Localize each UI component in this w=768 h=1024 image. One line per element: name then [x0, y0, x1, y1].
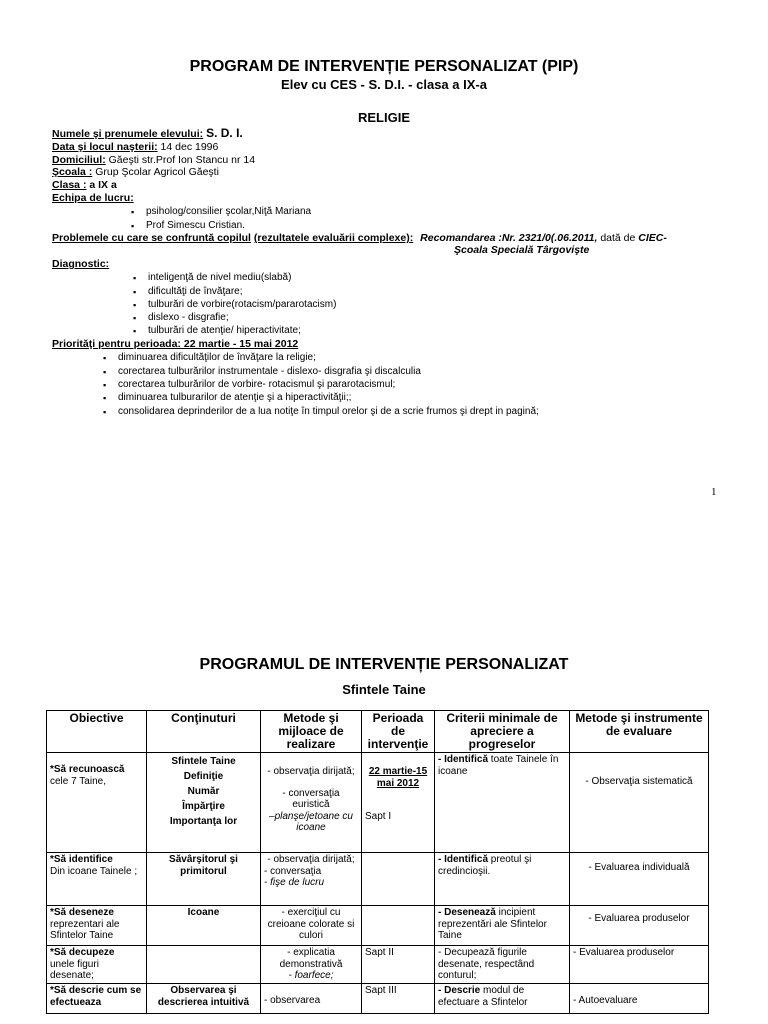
priority-item: ▪ diminuarea tulburarilor de atenţie şi a hiperactivităţii;;: [118, 392, 351, 404]
program-title: PROGRAMUL DE INTERVENȚIE PERSONALIZAT: [199, 656, 569, 673]
header-criteria: Criterii minimale de apreciere a progreselor: [435, 711, 570, 753]
school-line: Şcoala : Grup Şcolar Agricol Găeşti: [52, 166, 219, 178]
header-objectives: Obiective: [47, 711, 147, 753]
cell-criteria: - Decupează figurile desenate, respectând conturul;: [435, 946, 570, 984]
recommendation-text: Recomandarea :Nr. 2321/0(.06.2011,: [420, 232, 598, 244]
diagnostic-item: ▪ dislexo - disgrafie;: [148, 312, 229, 324]
priority-item: ▪ consolidarea deprinderilor de a lua notiţe în timpul orelor şi de a scrie frumos şi drept in pagină;: [118, 406, 539, 418]
header-methods: Metode şi mijloace de realizare: [261, 711, 362, 753]
diagnostic-item: ▪ tulburări de vorbire(rotacism/pararotacism): [148, 299, 336, 311]
priority-item: ▪ corectarea tulburărilor instrumentale - dislexo- disgrafia şi discalculia: [118, 366, 421, 378]
cell-content: Observarea şi descrierea intuitivă: [147, 984, 261, 1014]
cell-criteria: - Identifică toate Tainele în icoane: [435, 753, 570, 853]
priority-item: ▪ corectarea tulburărilor de vorbire- rotacismul şi pararotacismul;: [118, 379, 395, 391]
program-table: [46, 710, 709, 1014]
table-row: [47, 906, 709, 946]
header-period: Perioada de intervenţie: [362, 711, 435, 753]
problems-line: Problemele cu care se confruntă copilul (rezultatele evaluării complexe): Recomandarea :Nr. 2321/0(.06.2011, dată de CIEC-: [52, 232, 667, 244]
cell-evaluation: - Evaluarea individuală: [570, 853, 709, 906]
priorities-heading: [52, 338, 298, 351]
student-name-line: Numele şi prenumele elevului: S. D. I.: [52, 126, 243, 140]
recommendation-mid: dată de: [600, 232, 636, 244]
student-name-label: Numele şi prenumele elevului: [52, 128, 200, 140]
cell-methods: - exerciţiul cu creioane colorate si culori: [261, 906, 362, 946]
diagnostic-heading: [52, 258, 109, 271]
page-number: 1: [711, 486, 717, 498]
address-value: Găeşti str.Prof Ion Stancu nr 14: [108, 154, 256, 166]
cell-methods: - observaţia dirijată; - conversaţia euristică –planşe/jetoane cu icoane: [261, 753, 362, 853]
class-line: Clasa : a IX a: [52, 179, 117, 191]
cell-objective: *Să descrie cum se efectueaza: [47, 984, 147, 1014]
diagnostic-label: Diagnostic:: [52, 258, 110, 270]
problems-label: Problemele cu care se confruntă copilul: [52, 232, 251, 244]
header-evaluation: Metode şi instrumente de evaluare: [570, 711, 709, 753]
cell-period: [362, 906, 435, 946]
cell-methods: - observarea: [261, 984, 362, 1014]
cell-content: Icoane: [147, 906, 261, 946]
school-label: Şcoala: [52, 166, 86, 178]
class-label: Clasa: [52, 179, 81, 191]
table-row: [47, 946, 709, 984]
cell-methods: - explicatia demonstrativă - foarfece;: [261, 946, 362, 984]
priorities-label: Priorităţi pentru perioada: 22 martie - 15 mai 2012: [52, 338, 299, 350]
cell-methods: - observaţia dirijată; - conversaţia - fişe de lucru: [261, 853, 362, 906]
team-line: Echipa de lucru:: [52, 192, 134, 204]
cell-period: Sapt III: [362, 984, 435, 1014]
address-label: Domiciliul: [52, 154, 103, 166]
team-member: ▪ Prof Simescu Cristian.: [146, 220, 245, 232]
cell-evaluation: - Autoevaluare: [570, 984, 709, 1014]
birth-value: 14 dec 1996: [160, 141, 219, 153]
cell-evaluation: - Evaluarea produselor: [570, 906, 709, 946]
cell-objective: *Să deseneze reprezentari ale Sfintelor Taine: [47, 906, 147, 946]
priority-item: ▪ diminuarea dificultăţilor de învăţare la religie;: [118, 352, 316, 364]
document-subtitle: Elev cu CES - S. D.I. - clasa a IX-a: [281, 77, 487, 92]
class-value: a IX a: [89, 179, 117, 191]
team-label: Echipa de lucru: [52, 192, 131, 204]
program-subtitle: Sfintele Taine: [342, 682, 426, 697]
cell-period: Sapt II: [362, 946, 435, 984]
address-line: Domiciliul: Găeşti str.Prof Ion Stancu nr 14: [52, 154, 256, 166]
cell-period: 22 martie-15 mai 2012 Sapt I: [362, 753, 435, 853]
header-contents: Conţinuturi: [147, 711, 261, 753]
cell-period: [362, 853, 435, 906]
subject-heading: RELIGIE: [357, 110, 410, 125]
table-row: [47, 753, 709, 853]
recommendation-line2: Şcoala Specială Târgovişte: [454, 244, 590, 256]
table-row: [47, 853, 709, 906]
diagnostic-item: ▪ tulburări de atenţie/ hiperactivitate;: [148, 325, 301, 337]
cell-objective: *Să identifice Din icoane Tainele ;: [47, 853, 147, 906]
school-value: Grup Şcolar Agricol Găeşti: [95, 166, 219, 178]
cell-criteria: - Identifică preotul şi credincioşii.: [435, 853, 570, 906]
problems-paren: (rezultatele evaluării complexe): [253, 232, 410, 244]
cell-objective: *Să recunoască cele 7 Taine,: [47, 753, 147, 853]
cell-criteria: - Desenează incipient reprezentări ale Sfintelor Taine: [435, 906, 570, 946]
birth-label: Data şi locul naşterii: [52, 141, 155, 153]
cell-content: Sfintele Taine Definiţie Număr Împărţire Importanţa lor: [147, 753, 261, 853]
cell-evaluation: - Evaluarea produselor: [570, 946, 709, 984]
cell-content: Săvârşitorul şi primitorul: [147, 853, 261, 906]
recommendation-end: CIEC-: [638, 232, 667, 244]
table-header-row: [47, 711, 709, 753]
birth-line: Data şi locul naşterii: 14 dec 1996: [52, 141, 219, 153]
cell-criteria: - Descrie modul de efectuare a Sfintelor: [435, 984, 570, 1014]
cell-evaluation: - Observaţia sistematică: [570, 753, 709, 853]
table-row: [47, 984, 709, 1014]
cell-objective: *Să decupeze unele figuri desenate;: [47, 946, 147, 984]
diagnostic-item: ▪ dificultăţi de învăţare;: [148, 286, 243, 298]
team-member: ▪ psiholog/consilier şcolar,Niţă Mariana: [146, 206, 311, 218]
document-title: PROGRAM DE INTERVENȚIE PERSONALIZAT (PIP): [189, 58, 579, 75]
cell-content: [147, 946, 261, 984]
student-name-value: S. D. I.: [206, 126, 243, 140]
diagnostic-item: ▪ inteligenţă de nivel mediu(slabă): [148, 272, 291, 284]
